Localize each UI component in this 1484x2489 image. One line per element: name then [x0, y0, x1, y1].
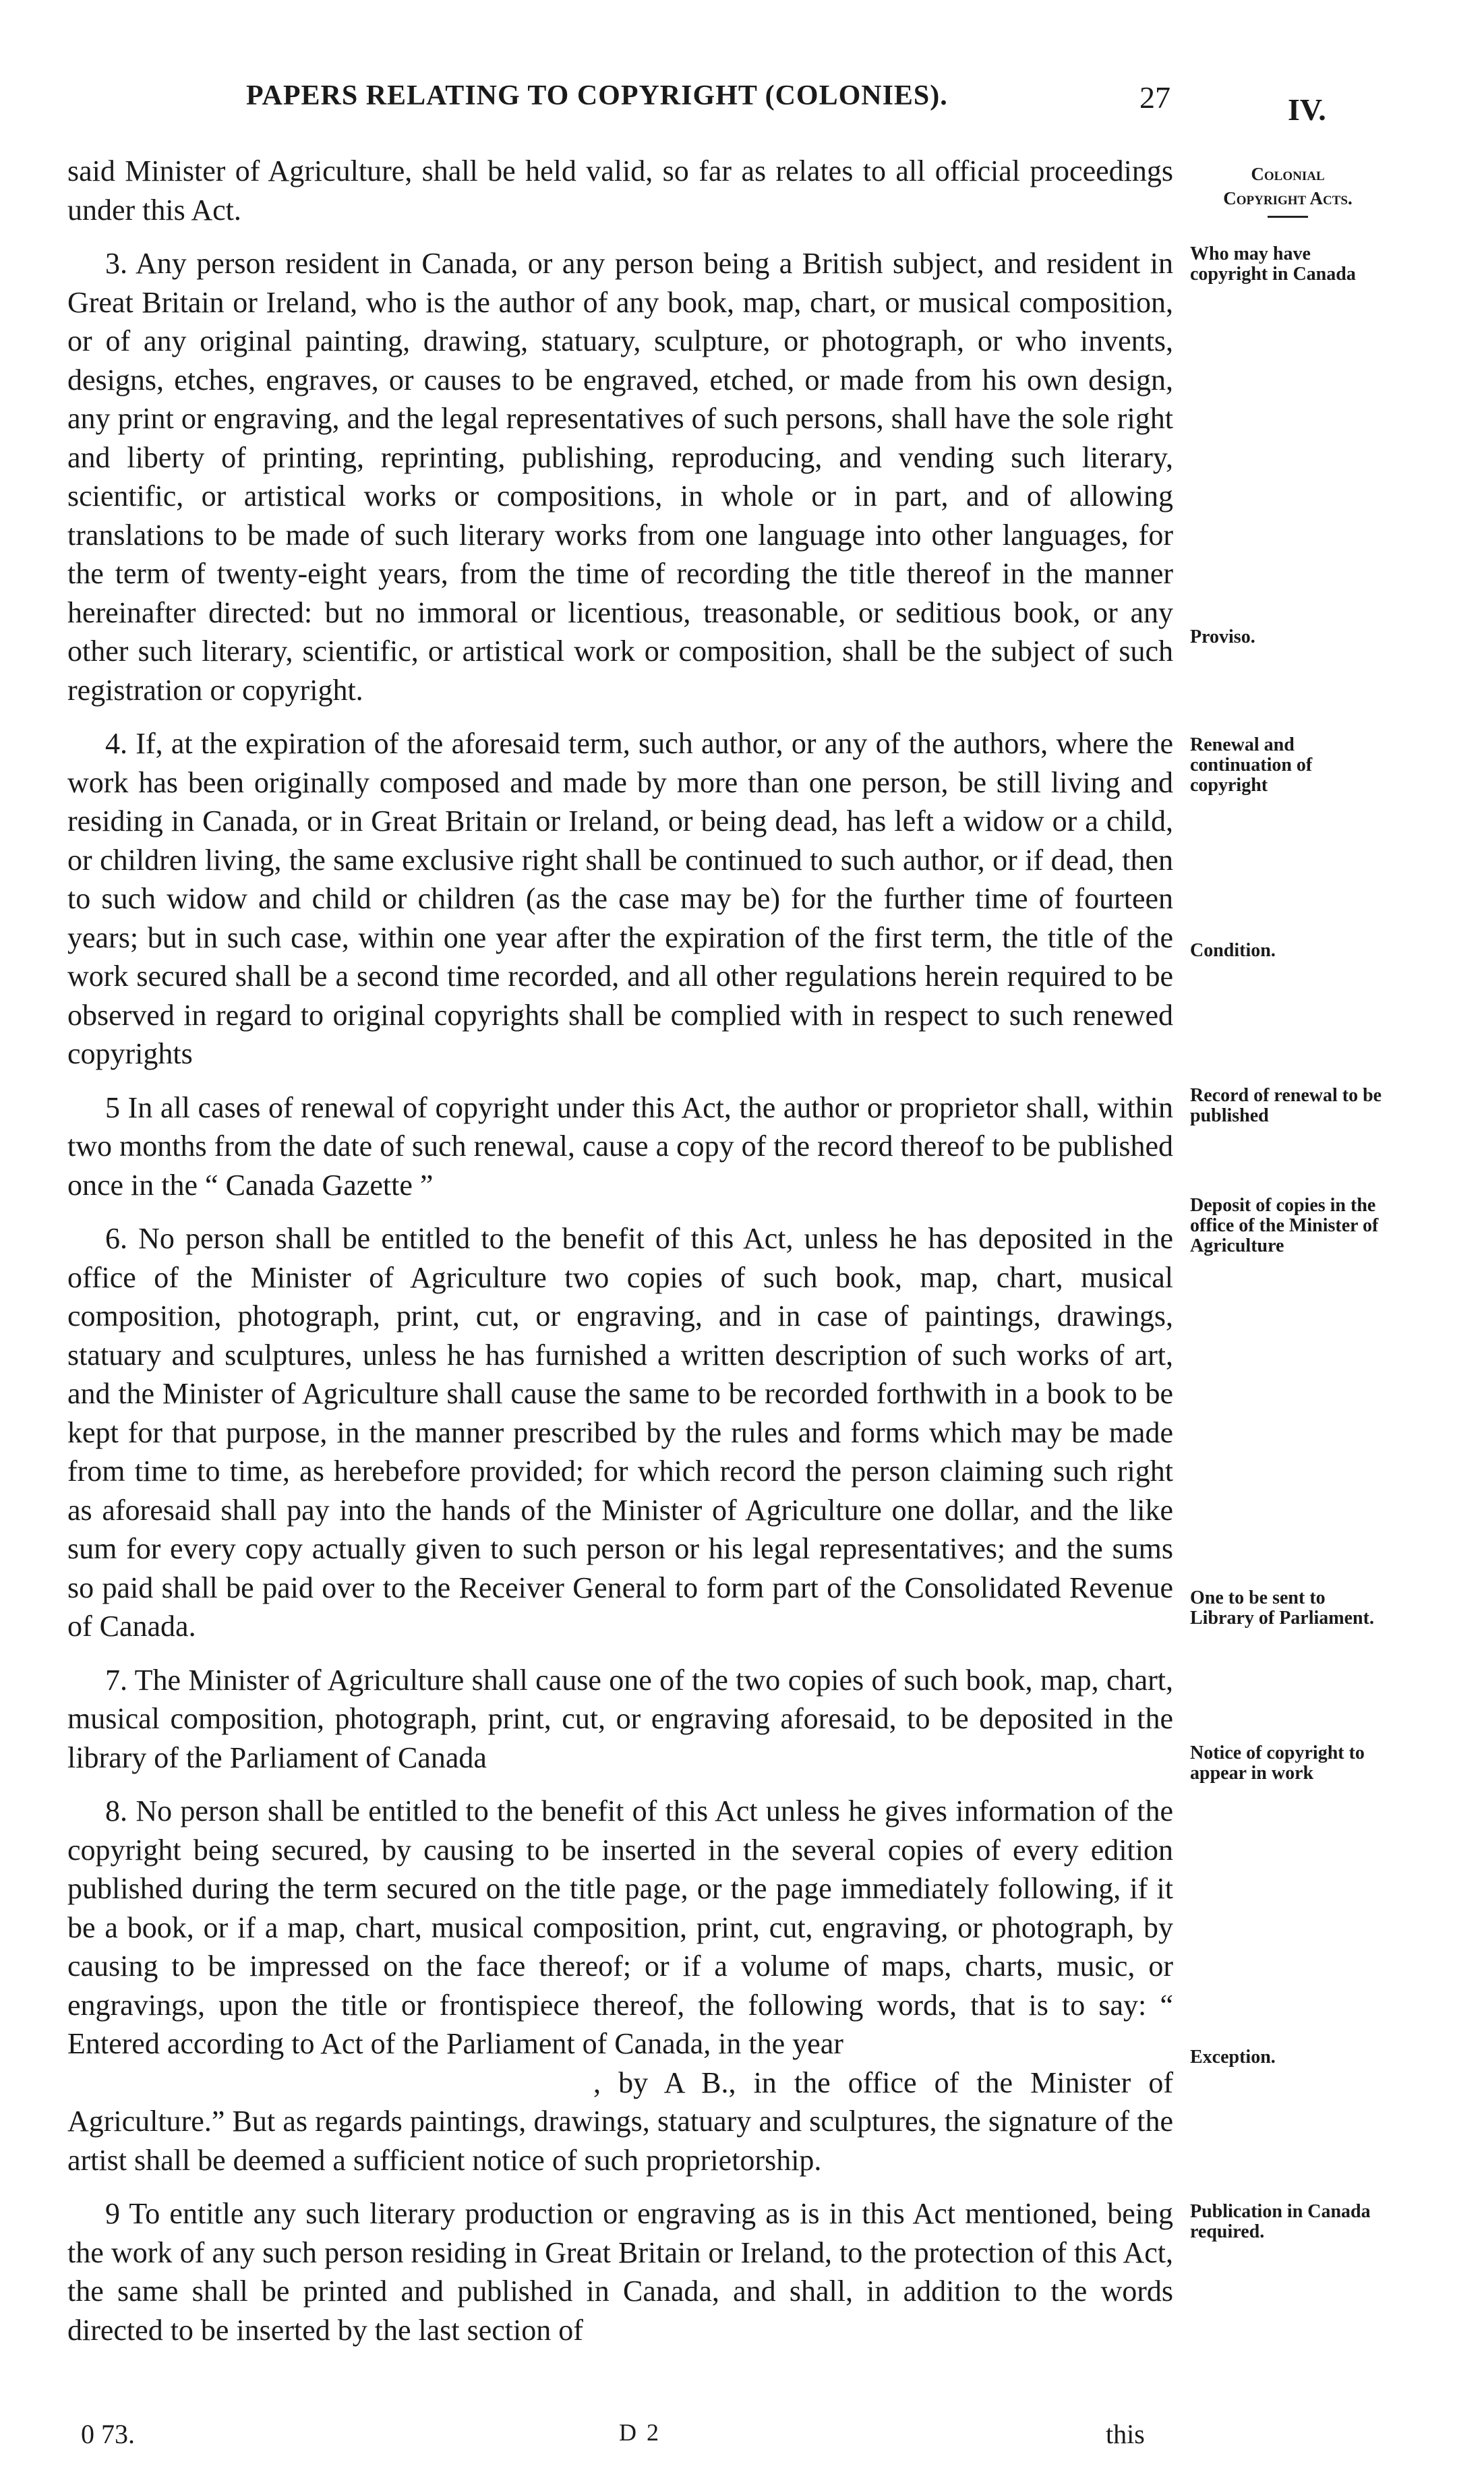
body-text	[67, 152, 1173, 2364]
paragraph-section-6: 6. No person shall be entitled to the benefit of this Act, unless he has deposited in the office of the Minister of Agriculture two copies of such book, map, chart, musical composition, photograph, print, cut, or engraving, and in case of paintings, drawings, statuary and sculptures, unless he has furnished a written description of such works of art, and the Minister of Agriculture shall cause the same to be recorded forthwith in a book to be kept for that purpose, in the manner prescribed by the rules and forms which may be made from time to time, as herebefore provided; for which record the person claiming such right as aforesaid shall pay into the hands of the Minister of Agriculture one dollar, and the like sum for every copy actually given to such person or his legal representatives; and the sums so paid shall be paid over to the Receiver General to form part of the Consolidated Revenue of Canada.	[67, 1222, 1173, 1643]
signature-mark: D 2	[619, 2419, 661, 2446]
side-note-record-of-renewal: Record of renewal to be published	[1190, 1085, 1382, 1126]
paragraph-continuation: said Minister of Agriculture, shall be held valid, so far as relates to all official proceedings under this Act.	[67, 154, 1173, 227]
paragraph-section-8-continued: , by A B., in the office of the Minister of Agriculture.” But as regards paintings, drawings, statuary and sculptures, the signature of the artist shall be deemed a sufficient notice of such proprietorship.	[67, 2066, 1173, 2177]
margin-heading	[1187, 162, 1389, 210]
paragraph-section-7: 7. The Minister of Agriculture shall cause one of the two copies of such book, map, chart, musical composition, photograph, print, cut, or engraving aforesaid, to be deposited in the library of the Parliament of Canada	[67, 1663, 1173, 1774]
side-note-who-may-have-copyright: Who may have copyright in Canada	[1190, 243, 1356, 285]
section-number: IV.	[1288, 92, 1326, 127]
page-number: 27	[1139, 80, 1170, 115]
margin-heading-line2: Copyright Acts.	[1223, 188, 1353, 208]
side-note-condition: Condition.	[1190, 940, 1276, 961]
running-title: PAPERS RELATING TO COPYRIGHT (COLONIES).	[246, 80, 948, 111]
side-note-renewal: Renewal and continuation of copyright	[1190, 734, 1313, 796]
paragraph-section-3: 3. Any person resident in Canada, or any person being a British subject, and resident in Great Britain or Ireland, who is the author of any book, map, chart, or musical composition, or of any original painting, drawing, statuary, sculpture, or photograph, or who invents, designs, etches, engraves, or causes to be engraved, etched, or made from his own design, any print or engraving, and the legal representatives of such persons, shall have the sole right and liberty of printing, reprinting, publishing, reproducing, and vending such literary, scientific, or artistical works or compositions, in whole or in part, and of allowing translations to be made of such literary works from one language into other languages, for the term of twenty-eight years, from the time of recording the title thereof in the manner hereinafter directed: but no immoral or licentious, treasonable, or seditious book, or any other such literary, scientific, or artistical work or composition, shall be the subject of such registration or copyright.	[67, 247, 1173, 707]
side-note-deposit-of-copies: Deposit of copies in the office of the Minister of Agriculture	[1190, 1195, 1379, 1256]
paragraph-section-5: 5 In all cases of renewal of copyright under this Act, the author or proprietor shall, within two months from the date of such renewal, cause a copy of the record thereof to be published once in the “ Canada Gazette ”	[67, 1090, 1173, 1202]
side-note-library-of-parliament: One to be sent to Library of Parliament.	[1190, 1587, 1374, 1629]
side-note-proviso: Proviso.	[1190, 626, 1255, 647]
paragraph-section-9: 9 To entitle any such literary production or engraving as is in this Act mentioned, being the work of any such person residing in Great Britain or Ireland, to the protection of this Act, the same shall be printed and published in Canada, and shall, in addition to the words directed to be inserted by the last section of	[67, 2197, 1173, 2347]
margin-rule	[1268, 216, 1308, 218]
side-note-notice-of-copyright: Notice of copyright to appear in work	[1190, 1743, 1365, 1784]
signature-mark-left: 0 73.	[81, 2419, 135, 2449]
side-note-exception: Exception.	[1190, 2047, 1276, 2068]
side-note-publication-in-canada: Publication in Canada required.	[1190, 2201, 1371, 2242]
paragraph-section-8: 8. No person shall be entitled to the benefit of this Act unless he gives information of the copyright being secured, by causing to be inserted in the several copies of every edition published during the term secured on the title page, or the page immediately following, if it be a book, or if a map, chart, musical composition, print, cut, engraving, or photograph, by causing to be impressed on the face thereof; or if a volume of maps, charts, music, or engravings, upon the title or frontispiece thereof, the following words, that is to say: “ Entered according to Act of the Parliament of Canada, in the year	[67, 1794, 1173, 2060]
paragraph-section-4: 4. If, at the expiration of the aforesaid term, such author, or any of the authors, where the work has been originally composed and made by more than one person, be still living and residing in Canada, or in Great Britain or Ireland, or being dead, has left a widow or a child, or children living, the same exclusive right shall be continued to such author, or if dead, then to such widow and child or children (as the case may be) for the further time of fourteen years; but in such case, within one year after the expiration of the first term, the title of the work secured shall be a second time recorded, and all other regulations herein required to be observed in regard to original copyrights shall be complied with in respect to such renewed copyrights	[67, 727, 1173, 1070]
catchword: this	[1106, 2419, 1145, 2449]
page-header	[0, 80, 1484, 134]
margin-heading-line1: Colonial	[1251, 164, 1325, 184]
